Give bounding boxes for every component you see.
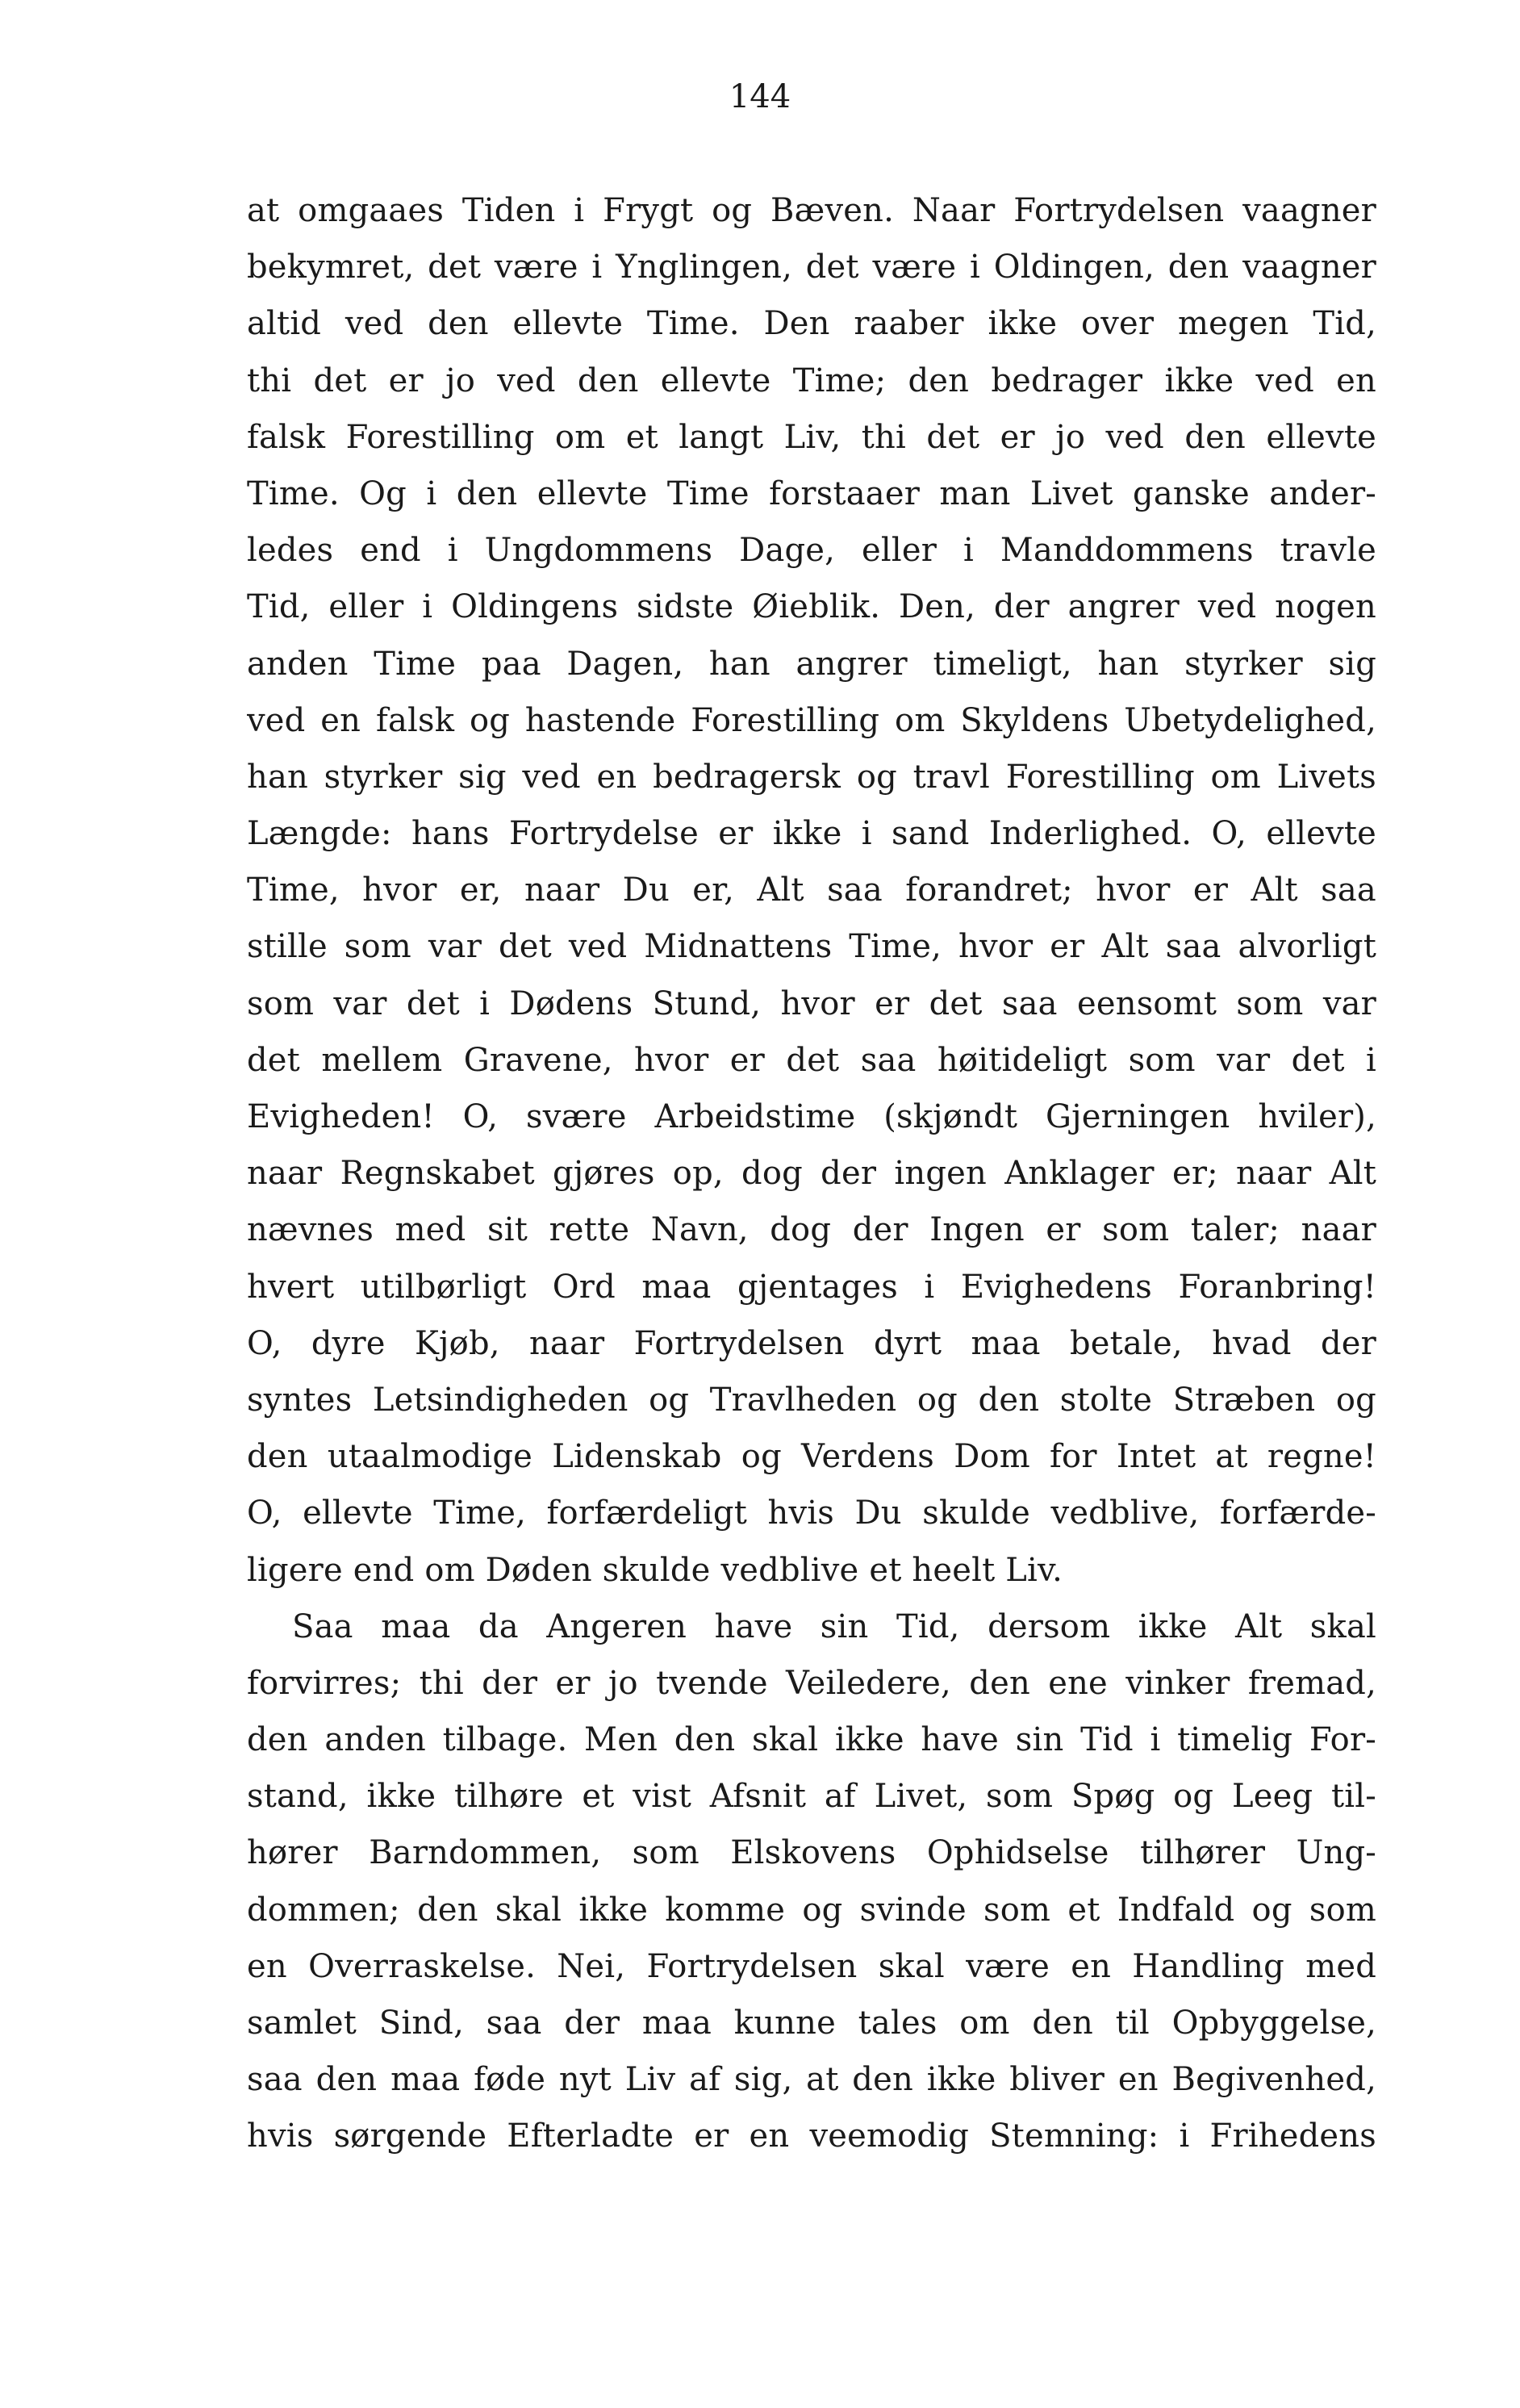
text-line: falsk Forestilling om et langt Liv, thi det er jo ved den ellevte	[247, 418, 1376, 456]
text-line: en Overraskelse. Nei, Fortrydelsen skal være en Handling med	[247, 1947, 1376, 1985]
text-line: bekymret, det være i Ynglingen, det være i Oldingen, den vaagner	[247, 249, 1376, 286]
text-line: Evigheden! O, svære Arbeidstime (skjøndt Gjerningen hviler),	[247, 1098, 1376, 1135]
text-line: O, dyre Kjøb, naar Fortrydelsen dyrt maa betale, hvad der	[247, 1324, 1376, 1362]
text-line: Tid, eller i Oldingens sidste Øieblik. Den, der angrer ved nogen	[247, 588, 1376, 626]
text-line: O, ellevte Time, forfærdeligt hvis Du skulde vedblive, forfærde-	[247, 1495, 1376, 1532]
text-line: hvert utilbørligt Ord maa gjentages i Evighedens Foranbring!	[247, 1268, 1376, 1306]
text-line: forvirres; thi der er jo tvende Veiledere, den ene vinker fremad,	[247, 1664, 1376, 1702]
text-line: samlet Sind, saa der maa kunne tales om den til Opbyggelse,	[247, 2005, 1376, 2042]
text-line: ledes end i Ungdommens Dage, eller i Manddommens travle	[247, 532, 1376, 570]
text-line: nævnes med sit rette Navn, dog der Ingen er som taler; naar	[247, 1211, 1376, 1249]
text-line: dommen; den skal ikke komme og svinde som et Indfald og som	[247, 1891, 1376, 1929]
text-line: anden Time paa Dagen, han angrer timeligt, han styrker sig	[247, 645, 1376, 683]
text-line: saa den maa føde nyt Liv af sig, at den ikke bliver en Begivenhed,	[247, 2061, 1376, 2099]
text-line: Time, hvor er, naar Du er, Alt saa forandret; hvor er Alt saa	[247, 872, 1376, 909]
text-line: Time. Og i den ellevte Time forstaaer man Livet ganske ander-	[247, 474, 1376, 512]
text-line: den anden tilbage. Men den skal ikke have sin Tid i timelig For-	[247, 1721, 1376, 1759]
text-line: stand, ikke tilhøre et vist Afsnit af Livet, som Spøg og Leeg til-	[247, 1778, 1376, 1816]
paragraph-1	[247, 182, 1376, 1599]
text-line: at omgaaes Tiden i Frygt og Bæven. Naar Fortrydelsen vaagner	[247, 192, 1376, 229]
text-line: Længde: hans Fortrydelse er ikke i sand Inderlighed. O, ellevte	[247, 815, 1376, 853]
text-line: syntes Letsindigheden og Travlheden og den stolte Stræben og	[247, 1381, 1376, 1419]
text-line: hvis sørgende Efterladte er en veemodig Stemning: i Frihedens	[247, 2117, 1376, 2155]
text-line: den utaalmodige Lidenskab og Verdens Dom for Intet at regne!	[247, 1438, 1376, 1476]
page-number: 144	[729, 78, 791, 115]
text-line: altid ved den ellevte Time. Den raaber ikke over megen Tid,	[247, 305, 1376, 343]
text-line: naar Regnskabet gjøres op, dog der ingen Anklager er; naar Alt	[247, 1155, 1376, 1193]
paragraph-2	[247, 1599, 1376, 2165]
text-line: thi det er jo ved den ellevte Time; den bedrager ikke ved en	[247, 362, 1376, 399]
text-line: ligere end om Døden skulde vedblive et heelt Liv.	[247, 1551, 1063, 1589]
text-line: hører Barndommen, som Elskovens Ophidselse tilhører Ung-	[247, 1834, 1376, 1872]
text-line: Saa maa da Angeren have sin Tid, dersom ikke Alt skal	[292, 1607, 1376, 1645]
body-text	[247, 182, 1376, 2165]
text-line: det mellem Gravene, hvor er det saa høitideligt som var det i	[247, 1041, 1376, 1079]
text-line: stille som var det ved Midnattens Time, hvor er Alt saa alvorligt	[247, 928, 1376, 966]
text-line: som var det i Dødens Stund, hvor er det saa eensomt som var	[247, 985, 1376, 1022]
text-line: han styrker sig ved en bedragersk og travl Forestilling om Livets	[247, 758, 1376, 796]
text-line: ved en falsk og hastende Forestilling om Skyldens Ubetydelighed,	[247, 701, 1376, 739]
